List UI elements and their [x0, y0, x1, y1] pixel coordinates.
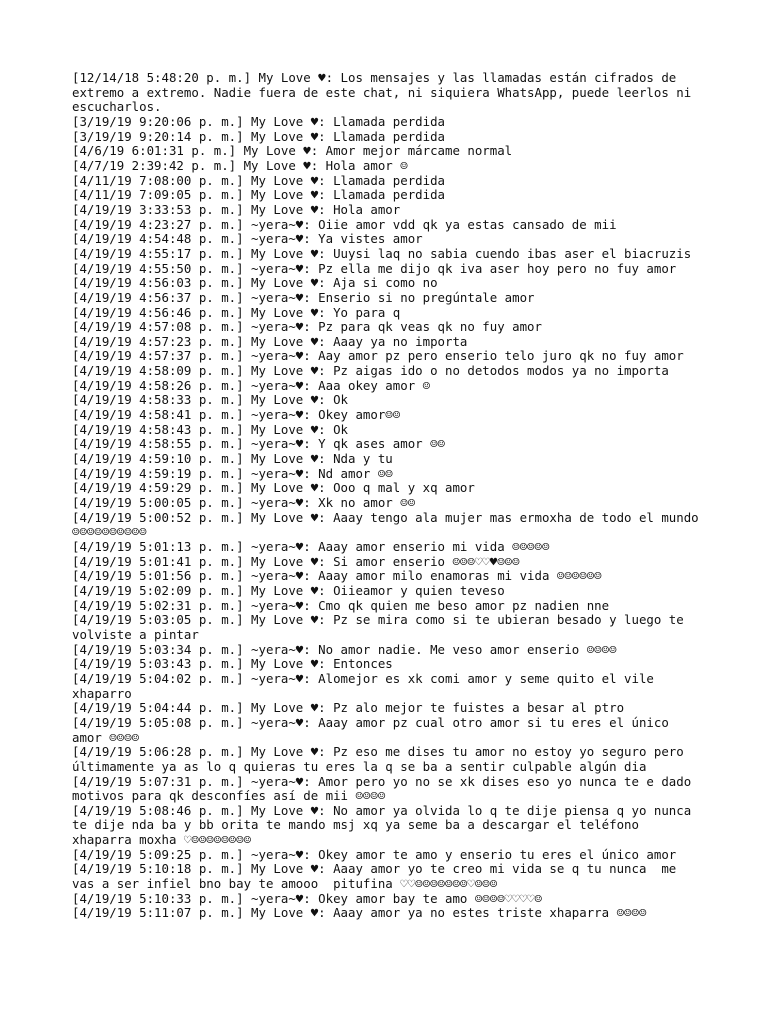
chat-message: [4/19/19 5:11:07 p. m.] My Love ♥: Aaay amor ya no estes triste xhaparra ☺☺☺☺	[72, 905, 647, 921]
chat-message: [12/14/18 5:48:20 p. m.] My Love ♥: Los mensajes y las llamadas están cifrados de extremo a extremo. Nadie fuera de este chat, ni siquiera WhatsApp, puede leerlos ni escucharlos.	[72, 70, 699, 115]
chat-message: [4/19/19 4:58:33 p. m.] My Love ♥: Ok	[72, 392, 349, 408]
chat-message: [4/19/19 5:04:02 p. m.] ~yera~♥: Alomejor es xk comi amor y seme quito el vile xhaparro	[72, 670, 662, 701]
chat-message: [4/19/19 5:03:43 p. m.] My Love ♥: Entonces	[72, 656, 393, 672]
chat-message: [4/19/19 4:58:55 p. m.] ~yera~♥: Y qk ases amor ☺☺	[72, 436, 445, 452]
chat-message: [4/19/19 4:55:17 p. m.] My Love ♥: Uuysi laq no sabia cuendo ibas aser el biacruzis	[72, 245, 692, 261]
chat-message: [4/19/19 5:09:25 p. m.] ~yera~♥: Okey amor te amo y enserio tu eres el único amor	[72, 846, 677, 862]
chat-message: [4/19/19 4:59:29 p. m.] My Love ♥: Ooo q mal y xq amor	[72, 480, 475, 496]
chat-message: [4/19/19 4:55:50 p. m.] ~yera~♥: Pz ella me dijo qk iva aser hoy pero no fuy amor	[72, 260, 677, 276]
chat-message: [4/19/19 4:57:37 p. m.] ~yera~♥: Aay amor pz pero enserio telo juro qk no fuy amor	[72, 348, 684, 364]
chat-message: [4/19/19 4:57:08 p. m.] ~yera~♥: Pz para qk veas qk no fuy amor	[72, 319, 542, 335]
chat-message: [4/19/19 5:03:34 p. m.] ~yera~♥: No amor nadie. Me veso amor enserio ☺☺☺☺	[72, 641, 617, 657]
chat-message: [3/19/19 9:20:06 p. m.] My Love ♥: Llamada perdida	[72, 113, 445, 129]
chat-message: [4/19/19 5:10:33 p. m.] ~yera~♥: Okey amor bay te amo ☺☺☺☺♡♡♡♡☺	[72, 890, 542, 906]
chat-message: [4/19/19 3:33:53 p. m.] My Love ♥: Hola amor	[72, 201, 401, 217]
chat-message: [4/19/19 5:10:18 p. m.] My Love ♥: Aaay amor yo te creo mi vida se q tu nunca me vas a ser infiel bno bay te amooo pitufina ♡♡☺☺☺☺☺☺☺♡☺☺☺	[72, 861, 684, 892]
chat-message: [4/19/19 4:23:27 p. m.] ~yera~♥: Oiie amor vdd qk ya estas cansado de mii	[72, 216, 617, 232]
chat-message: [4/11/19 7:08:00 p. m.] My Love ♥: Llamada perdida	[72, 172, 445, 188]
chat-message: [4/19/19 4:58:26 p. m.] ~yera~♥: Aaa okey amor ☺	[72, 377, 431, 393]
chat-message: [4/6/19 6:01:31 p. m.] My Love ♥: Amor mejor márcame normal	[72, 143, 513, 159]
chat-message: [4/11/19 7:09:05 p. m.] My Love ♥: Llamada perdida	[72, 187, 445, 203]
chat-message: [4/19/19 4:54:48 p. m.] ~yera~♥: Ya vistes amor	[72, 231, 423, 247]
chat-message: [4/19/19 5:00:05 p. m.] ~yera~♥: Xk no amor ☺☺	[72, 495, 416, 511]
chat-message: [4/19/19 4:58:43 p. m.] My Love ♥: Ok	[72, 421, 349, 437]
chat-message: [3/19/19 9:20:14 p. m.] My Love ♥: Llamada perdida	[72, 128, 445, 144]
chat-message: [4/19/19 5:04:44 p. m.] My Love ♥: Pz alo mejor te fuistes a besar al ptro	[72, 700, 625, 716]
chat-transcript	[72, 70, 707, 921]
chat-message: [4/19/19 4:56:03 p. m.] My Love ♥: Aja si como no	[72, 275, 438, 291]
chat-message: [4/19/19 5:03:05 p. m.] My Love ♥: Pz se mira como si te ubieran besado y luego te volviste a pintar	[72, 612, 692, 642]
chat-message: [4/19/19 5:02:31 p. m.] ~yera~♥: Cmo qk quien me beso amor pz nadien nne	[72, 597, 610, 613]
chat-message: [4/19/19 5:08:46 p. m.] My Love ♥: No amor ya olvida lo q te dije piensa q yo nunca te dije nda ba y bb orita te mando msj xq ya seme ba a descargar el teléfono xhaparra moxha ♡☺☺☺☺☺☺☺☺	[72, 802, 699, 848]
chat-message: [4/19/19 4:56:46 p. m.] My Love ♥: Yo para q	[72, 304, 401, 320]
chat-message: [4/19/19 4:58:41 p. m.] ~yera~♥: Okey amor☺☺	[72, 407, 401, 423]
chat-message: [4/19/19 5:00:52 p. m.] My Love ♥: Aaay tengo ala mujer mas ermoxha de todo el mundo ☺☺☺☺☺☺☺☺☺☺	[72, 509, 707, 540]
chat-message: [4/19/19 5:01:56 p. m.] ~yera~♥: Aaay amor milo enamoras mi vida ☺☺☺☺☺☺	[72, 568, 602, 584]
chat-message: [4/19/19 4:59:19 p. m.] ~yera~♥: Nd amor ☺☺	[72, 465, 393, 481]
chat-message: [4/19/19 4:57:23 p. m.] My Love ♥: Aaay ya no importa	[72, 333, 468, 349]
chat-message: [4/19/19 4:56:37 p. m.] ~yera~♥: Enserio si no pregúntale amor	[72, 289, 535, 305]
chat-message: [4/19/19 5:01:13 p. m.] ~yera~♥: Aaay amor enserio mi vida ☺☺☺☺☺	[72, 539, 550, 554]
chat-message: [4/19/19 5:02:09 p. m.] My Love ♥: Oiieamor y quien teveso	[72, 582, 505, 598]
chat-message: [4/19/19 5:05:08 p. m.] ~yera~♥: Aaay amor pz cual otro amor si tu eres el único amor ☺☺☺☺	[72, 714, 677, 745]
chat-message: [4/19/19 5:01:41 p. m.] My Love ♥: Si amor enserio ☺☺☺♡♡♥☺☺☺	[72, 553, 520, 569]
chat-message: [4/19/19 4:59:10 p. m.] My Love ♥: Nda y tu	[72, 451, 393, 467]
chat-message: [4/7/19 2:39:42 p. m.] My Love ♥: Hola amor ☺	[72, 157, 408, 173]
chat-message: [4/19/19 4:58:09 p. m.] My Love ♥: Pz aigas ido o no detodos modos ya no importa	[72, 363, 669, 379]
chat-message: [4/19/19 5:07:31 p. m.] ~yera~♥: Amor pero yo no se xk dises eso yo nunca te e dado motivos para qk desconfíes así de mii ☺☺☺☺	[72, 773, 699, 804]
chat-message: [4/19/19 5:06:28 p. m.] My Love ♥: Pz eso me dises tu amor no estoy yo seguro pero últimamente ya as lo q quieras tu eres la q se ba a sentir culpable algún dia	[72, 744, 692, 774]
